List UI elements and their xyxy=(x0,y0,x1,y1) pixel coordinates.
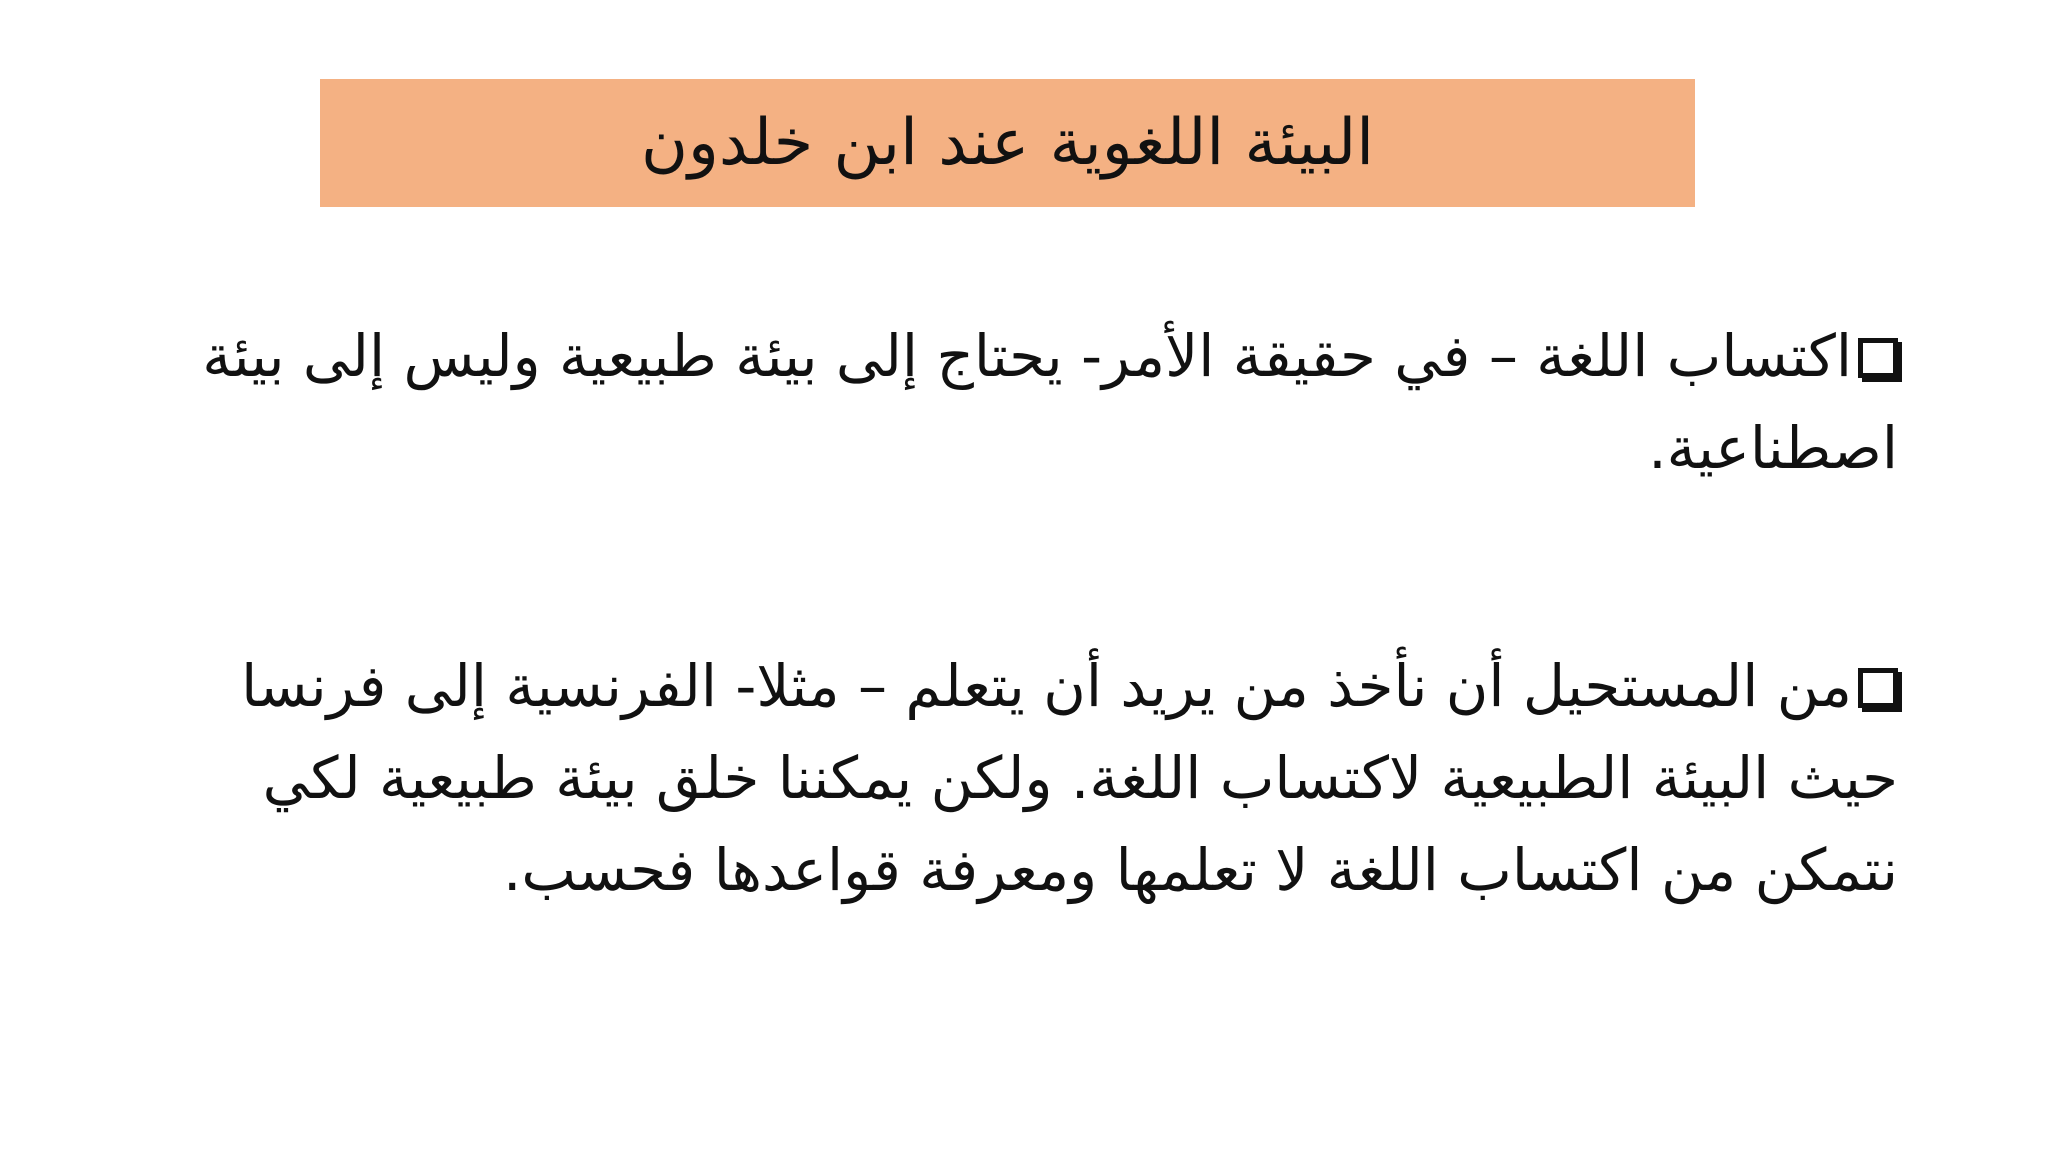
bullet-item xyxy=(178,640,1898,916)
title-bar xyxy=(320,79,1695,207)
bullet-item xyxy=(178,310,1898,494)
hollow-square-icon xyxy=(1858,668,1898,708)
hollow-square-icon xyxy=(1858,338,1898,378)
bullet-text: اكتساب اللغة – في حقيقة الأمر- يحتاج إلى بيئة طبيعية وليس إلى بيئة اصطناعية. xyxy=(202,322,1898,482)
slide-title: البيئة اللغوية عند ابن خلدون xyxy=(640,106,1375,180)
bullet-text: من المستحيل أن نأخذ من يريد أن يتعلم – مثلا- الفرنسية إلى فرنسا حيث البيئة الطبيعية لاكتساب اللغة. ولكن يمكننا خلق بيئة طبيعية لكي نتمكن من اكتساب اللغة لا تعلمها ومعرفة قواعدها فحسب. xyxy=(241,652,1898,904)
